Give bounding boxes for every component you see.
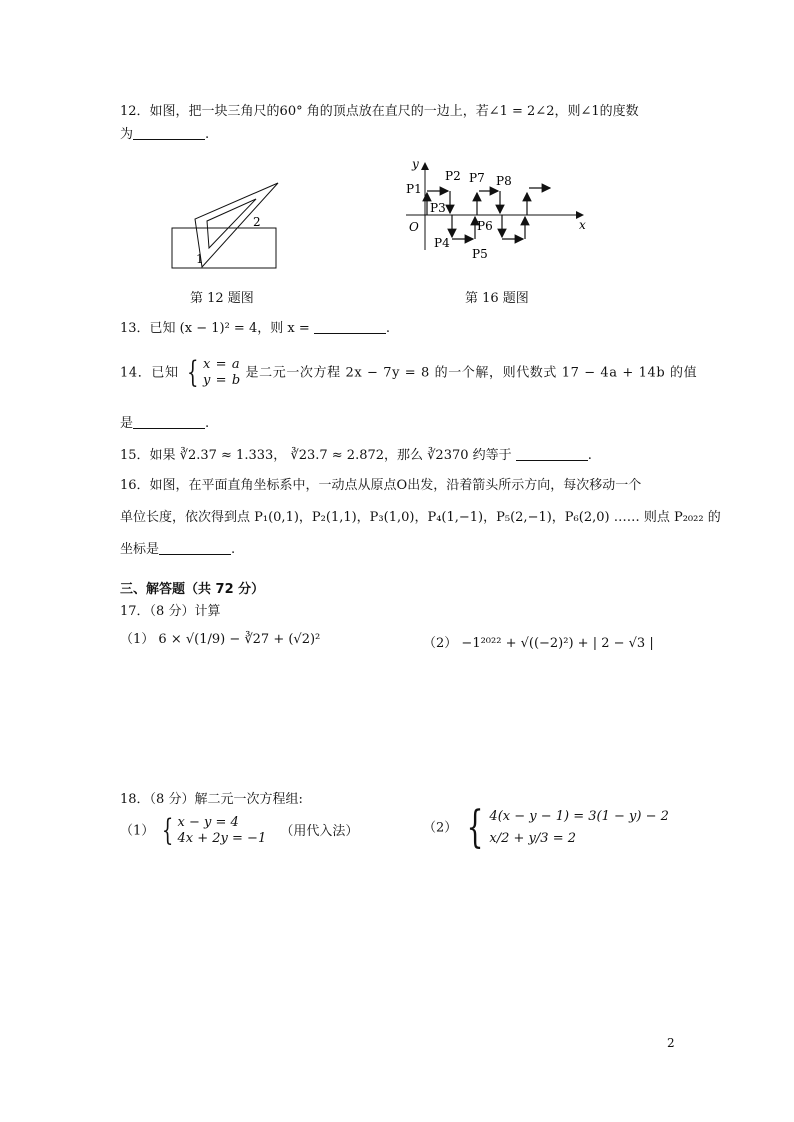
section-3-title: 三、解答题（共 72 分） xyxy=(120,582,265,597)
angle-2-label: 2 xyxy=(253,215,261,229)
p4-label: P4 xyxy=(434,236,450,250)
q12-answer-blank[interactable] xyxy=(133,127,205,140)
q13 xyxy=(120,317,390,336)
p7-label: P7 xyxy=(469,171,485,185)
q13-text: 13．已知 (x − 1)² = 4，则 x = xyxy=(120,321,310,336)
q18-part1-note: （用代入法） xyxy=(280,823,359,839)
q16-line3-suffix: . xyxy=(231,542,236,557)
q15-text: 15．如果 ∛2.37 ≈ 1.333， ∛23.7 ≈ 2.872，那么 ∛2370 约等于 xyxy=(120,448,512,463)
ruler-shape xyxy=(172,228,276,268)
q16-line1: 16．如图，在平面直角坐标系中，一动点从原点O出发，沿着箭头所示方向，每次移动一个 xyxy=(120,478,642,493)
fig12-caption: 第 12 题图 xyxy=(190,291,254,306)
q14-system xyxy=(203,357,241,389)
q15-suffix: . xyxy=(587,448,592,463)
q18-part1-label: （1） xyxy=(120,823,155,839)
q18-part1-eq1: x − y = 4 xyxy=(177,815,239,830)
p8-label: P8 xyxy=(496,174,512,188)
q13-answer-blank[interactable] xyxy=(314,321,386,334)
q18-part1-brace: { xyxy=(162,813,174,848)
q14-line2-suffix: . xyxy=(205,416,210,431)
q17-part1 xyxy=(120,628,320,647)
q12-line1: 12．如图，把一块三角尺的60° 角的顶点放在直尺的一边上，若∠1 = 2∠2，则∠1的度数 xyxy=(120,104,639,119)
q14-line1 xyxy=(120,357,697,389)
q14-prefix: 14．已知 xyxy=(120,365,179,381)
q16-line3-prefix: 坐标是 xyxy=(120,542,160,557)
p1-label: P1 xyxy=(406,182,422,196)
q14-sys-line1: x = a xyxy=(202,357,241,372)
x-axis-label: x xyxy=(579,218,586,232)
q18-part1-eq2: 4x + 2y = −1 xyxy=(177,831,267,846)
q13-suffix: . xyxy=(385,321,390,336)
q17-part1-expr: 6 × √(1/9) − ∛27 + (√2)² xyxy=(158,632,321,647)
triangle-inner xyxy=(207,199,256,248)
q14-answer-blank[interactable] xyxy=(133,416,205,429)
q18-part1 xyxy=(120,815,358,847)
page-number: 2 xyxy=(667,1036,675,1050)
q18-part1-system xyxy=(178,815,267,847)
q17-part2 xyxy=(423,632,654,651)
q17-part2-expr: −1²⁰²² + √((−2)²) + | 2 − √3 | xyxy=(461,636,654,651)
q14-sys-line2: y = b xyxy=(202,373,241,388)
q17-part1-label: （1） xyxy=(120,632,155,647)
q14-brace: { xyxy=(187,355,200,390)
q16-line3 xyxy=(120,538,235,557)
q16-line2: 单位长度，依次得到点 P₁(0,1)，P₂(1,1)，P₃(1,0)，P₄(1,−1)，P₅(2,−1)，P₆(2,0) …… 则点 P₂₀₂₂ 的 xyxy=(120,510,721,525)
q14-line2-prefix: 是 xyxy=(120,416,134,431)
angle-1-label: 1 xyxy=(196,252,204,266)
q12-line2-suffix: . xyxy=(205,127,210,142)
figure-12 xyxy=(160,175,290,275)
q18-title: 18．（8 分）解二元一次方程组: xyxy=(120,792,303,807)
p2-label: P2 xyxy=(445,169,461,183)
figure-16 xyxy=(400,155,600,270)
q14-line2 xyxy=(120,412,209,431)
q16-answer-blank[interactable] xyxy=(159,542,231,555)
q17-part2-label: （2） xyxy=(423,636,458,651)
q15 xyxy=(120,444,592,463)
q18-part2-system xyxy=(489,806,668,850)
p5-label: P5 xyxy=(472,247,488,261)
q18-part2-eq2: x/2 + y/3 = 2 xyxy=(489,831,576,846)
y-axis-label: y xyxy=(412,157,419,171)
q15-answer-blank[interactable] xyxy=(516,448,588,461)
q18-part2-brace: { xyxy=(467,802,484,853)
fig16-caption: 第 16 题图 xyxy=(465,291,529,306)
p6-label: P6 xyxy=(477,219,493,233)
p3-label: P3 xyxy=(430,201,446,215)
q12-line2 xyxy=(120,123,209,142)
origin-label: O xyxy=(409,220,419,234)
q18-part2-label: （2） xyxy=(423,820,458,836)
q17-title: 17．（8 分）计算 xyxy=(120,604,221,619)
q18-part2-eq1: 4(x − y − 1) = 3(1 − y) − 2 xyxy=(489,809,669,824)
q18-part2 xyxy=(423,802,669,853)
q14-middle: 是二元一次方程 2x − 7y = 8 的一个解，则代数式 17 − 4a + 14b 的值 xyxy=(245,365,698,381)
q12-line2-prefix: 为 xyxy=(120,127,134,142)
